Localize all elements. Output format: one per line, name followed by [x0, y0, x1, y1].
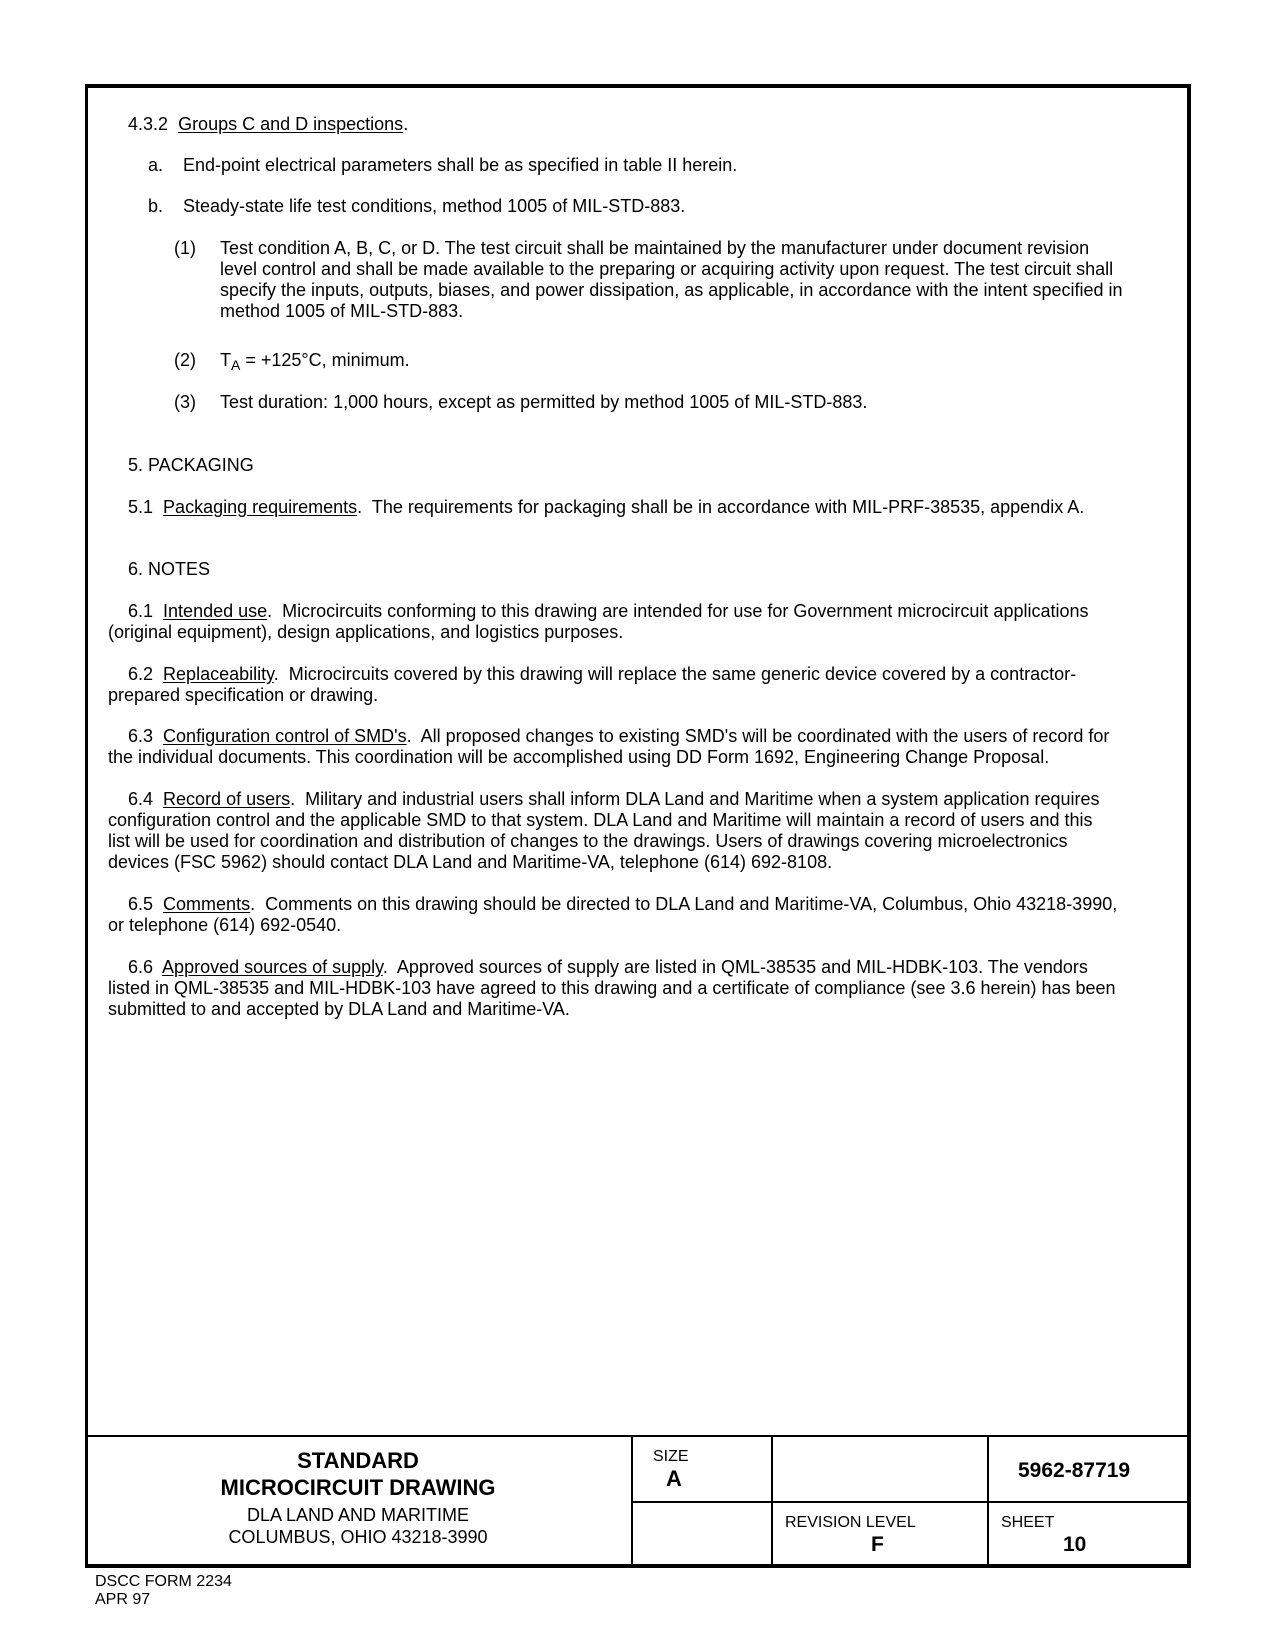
- item-a-label: a.: [148, 155, 164, 175]
- title-block: [88, 1435, 1191, 1564]
- note-62-first-line: 6.2 Replaceability. Microcircuits covered by this drawing will replace the same generic device covered by a contractor-: [128, 664, 1077, 684]
- form-number: DSCC FORM 2234: [95, 1573, 232, 1590]
- form-date: APR 97: [95, 1591, 151, 1608]
- section-51-paragraph: 5.1 Packaging requirements. The requirements for packaging shall be in accordance with MIL-PRF-38535, appendix A.: [128, 497, 1085, 517]
- size-label: SIZE: [653, 1448, 689, 1465]
- drawing-number: 5962-87719: [1018, 1459, 1131, 1482]
- agency-address: COLUMBUS, OHIO 43218-3990: [228, 1527, 488, 1547]
- note-63-first-line: 6.3 Configuration control of SMD's. All proposed changes to existing SMD's will be coordinated with the users of record for: [128, 726, 1110, 746]
- title-microcircuit-drawing: MICROCIRCUIT DRAWING: [220, 1475, 496, 1500]
- note-62-line-2: prepared specification or drawing.: [108, 685, 379, 705]
- title-block-divider-1: [631, 1435, 633, 1564]
- sub1-line-2: level control and shall be made available to the preparing or acquiring activity upon request. The test circuit shall: [220, 259, 1114, 279]
- item-b-label: b.: [148, 196, 164, 216]
- item-a-text: End-point electrical parameters shall be as specified in table II herein.: [183, 155, 738, 175]
- item-b-text: Steady-state life test conditions, method 1005 of MIL-STD-883.: [183, 196, 686, 216]
- title-block-divider-3: [987, 1435, 989, 1564]
- sheet-number: 10: [1063, 1533, 1087, 1556]
- sub1-line-4: method 1005 of MIL-STD-883.: [220, 301, 464, 321]
- note-65-line-2: or telephone (614) 692-0540.: [108, 915, 342, 935]
- note-64-line-4: devices (FSC 5962) should contact DLA Land and Maritime-VA, telephone (614) 692-8108.: [108, 852, 833, 872]
- sheet-label: SHEET: [1001, 1514, 1055, 1531]
- section-432-heading: 4.3.2 Groups C and D inspections.: [128, 114, 409, 134]
- title-standard: STANDARD: [297, 1448, 419, 1473]
- title-block-mid-rule: [631, 1501, 1191, 1503]
- title-block-top-rule: [88, 1435, 1191, 1437]
- sub1-line-1: Test condition A, B, C, or D. The test circuit shall be maintained by the manufacturer under document revision: [220, 238, 1090, 258]
- revision-level-label: REVISION LEVEL: [785, 1514, 916, 1531]
- note-66-line-2: listed in QML-38535 and MIL-HDBK-103 have agreed to this drawing and a certificate of compliance (see 3.6 herein) has been: [108, 978, 1116, 998]
- note-61-line-2: (original equipment), design applications, and logistics purposes.: [108, 622, 624, 642]
- sub3-text: Test duration: 1,000 hours, except as permitted by method 1005 of MIL-STD-883.: [220, 392, 868, 412]
- sub3-label: (3): [174, 392, 196, 412]
- sub2-text: $T_A = +125^\circ C$, minimum.: [220, 350, 410, 373]
- note-65-first-line: 6.5 Comments. Comments on this drawing should be directed to DLA Land and Maritime-VA, Columbus, Ohio 43218-3990,: [128, 894, 1118, 914]
- sub1-label: (1): [174, 238, 196, 258]
- section-5-title: 5. PACKAGING: [128, 455, 254, 475]
- note-64-line-2: configuration control and the applicable SMD to that system. DLA Land and Maritime will maintain a record of users and this: [108, 810, 1093, 830]
- note-63-line-2: the individual documents. This coordination will be accomplished using DD Form 1692, Engineering Change Proposal.: [108, 747, 1050, 767]
- section-6-title: 6. NOTES: [128, 559, 211, 579]
- note-66-first-line: 6.6 Approved sources of supply. Approved sources of supply are listed in QML-38535 and MIL-HDBK-103. The vendors: [128, 957, 1088, 977]
- note-64-first-line: 6.4 Record of users. Military and industrial users shall inform DLA Land and Maritime when a system application requires: [128, 789, 1100, 809]
- title-block-divider-2: [771, 1435, 773, 1564]
- sub1-line-3: specify the inputs, outputs, biases, and power dissipation, as applicable, in accordance with the intent specified in: [220, 280, 1123, 300]
- note-66-line-3: submitted to and accepted by DLA Land and Maritime-VA.: [108, 999, 570, 1019]
- sub2-label: (2): [174, 350, 196, 370]
- revision-level-value: F: [871, 1533, 884, 1556]
- note-64-line-3: list will be used for coordination and distribution of changes to the drawings. Users of drawings covering microelectronics: [108, 831, 1068, 851]
- size-value: A: [666, 1466, 682, 1491]
- agency-name: DLA LAND AND MARITIME: [246, 1505, 470, 1525]
- note-61-first-line: 6.1 Intended use. Microcircuits conforming to this drawing are intended for use for Government microcircuit applications: [128, 601, 1089, 621]
